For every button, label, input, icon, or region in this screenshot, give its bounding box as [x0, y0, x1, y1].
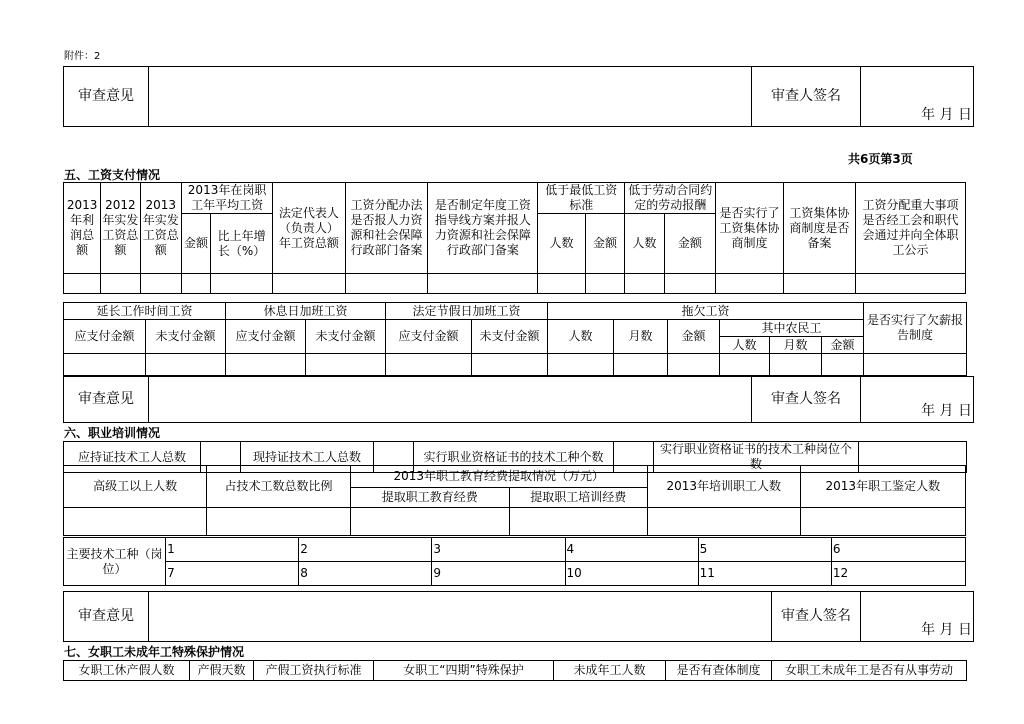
review-table-s6: [63, 591, 974, 642]
cell[interactable]: [856, 274, 966, 294]
section6-title: 六、职业培训情况: [64, 426, 161, 440]
cell[interactable]: [509, 508, 647, 536]
h-holiday: 法定节假日加班工资: [386, 303, 548, 320]
h-arrears-report: 是否实行了欠薪报告制度: [864, 303, 967, 354]
cell[interactable]: [720, 354, 770, 376]
cell[interactable]: [182, 274, 211, 294]
h-train-fund-extract: 提取职工培训经费: [509, 488, 647, 508]
overtime-arrears-table: [63, 302, 967, 376]
main-types-table: [63, 537, 966, 586]
cell[interactable]: [101, 274, 140, 294]
h-edu-fund: 2013年职工教育经费提取情况（万元）: [350, 466, 647, 488]
h-wage-guideline: 是否制定年度工资指导线方案并报人力资源和社会保障行政部门备案: [428, 183, 538, 274]
h-major-matters: 工资分配重大事项是否经工会和职代会通过并向全体职工公示: [856, 183, 966, 274]
h-min-amount: 金额: [585, 214, 624, 274]
h-avg-amount: 金额: [182, 214, 211, 274]
h-senior-workers: 高级工以上人数: [64, 466, 207, 508]
review-opinion-field[interactable]: [149, 67, 752, 127]
cell[interactable]: [64, 508, 207, 536]
cell[interactable]: [647, 508, 800, 536]
h-below-contract: 低于劳动合同约定的劳动报酬: [625, 183, 716, 214]
cell[interactable]: [273, 274, 345, 294]
h-minor-count: 未成年工人数: [554, 661, 666, 681]
review-opinion-label: 审查意见: [64, 67, 149, 127]
cell[interactable]: [428, 274, 538, 294]
cell[interactable]: [306, 354, 386, 376]
cell[interactable]: [64, 354, 146, 376]
h-hd-payable: 应支付金额: [386, 320, 472, 354]
cell[interactable]: [770, 354, 822, 376]
cell[interactable]: [350, 508, 509, 536]
h-appraised-2013: 2013年职工鉴定人数: [800, 466, 965, 508]
h-below-minimum: 低于最低工资标准: [538, 183, 625, 214]
type-slot-5[interactable]: 5: [698, 538, 831, 562]
cell[interactable]: [140, 274, 181, 294]
type-slot-3[interactable]: 3: [432, 538, 565, 562]
h-wage-method: 工资分配办法是否报人力资源和社会保障行政部门备案: [345, 183, 428, 274]
h-maternity-days: 产假天数: [190, 661, 254, 681]
attachment-label: 附件：2: [64, 51, 101, 62]
h-arrears: 拖欠工资: [548, 303, 864, 320]
section7-title: 七、女职工未成年工特殊保护情况: [64, 645, 245, 659]
review-signer-label: 审查人签名: [752, 377, 861, 423]
type-slot-12[interactable]: 12: [831, 562, 965, 586]
review-opinion-field[interactable]: [149, 377, 752, 423]
cell[interactable]: [800, 508, 965, 536]
cell[interactable]: [226, 354, 306, 376]
cell[interactable]: [864, 354, 967, 376]
h-rest-day: 休息日加班工资: [226, 303, 386, 320]
h-mg-count: 人数: [720, 337, 770, 354]
h-avg-wage: 2013年在岗职工年平均工资: [182, 183, 273, 214]
cell[interactable]: [783, 274, 855, 294]
review-date[interactable]: 年 月 日: [861, 377, 974, 423]
h-legal-rep-wage: 法定代表人（负责人）年工资总额: [273, 183, 345, 274]
h-ot-unpaid: 未支付金额: [146, 320, 226, 354]
review-opinion-label: 审查意见: [64, 377, 149, 423]
type-slot-4[interactable]: 4: [565, 538, 698, 562]
cell[interactable]: [207, 508, 350, 536]
type-slot-9[interactable]: 9: [432, 562, 565, 586]
h-checkup: 是否有查体制度: [666, 661, 772, 681]
cell[interactable]: [614, 354, 668, 376]
cell[interactable]: [538, 274, 586, 294]
training-table-2: [63, 465, 966, 536]
h-contract-count: 人数: [625, 214, 664, 274]
h-collective-bargain: 是否实行了工资集体协商制度: [716, 183, 783, 274]
h-cert-held: 现持证技术工人总数: [241, 442, 374, 473]
cell[interactable]: [822, 354, 864, 376]
h-min-count: 人数: [538, 214, 586, 274]
h-trained-2013: 2013年培训职工人数: [647, 466, 800, 508]
wage-payment-table: [63, 182, 966, 294]
type-slot-11[interactable]: 11: [698, 562, 831, 586]
h-avg-growth: 比上年增长（%）: [211, 214, 273, 274]
type-slot-2[interactable]: 2: [299, 538, 432, 562]
h-ar-amount: 金额: [668, 320, 720, 354]
section5-title: 五、工资支付情况: [64, 168, 161, 182]
h-maternity-count: 女职工休产假人数: [64, 661, 190, 681]
review-opinion-field[interactable]: [149, 592, 772, 642]
h-contract-amount: 金额: [664, 214, 716, 274]
cell[interactable]: [548, 354, 614, 376]
h-migrant: 其中农民工: [720, 320, 864, 337]
protection-table: [63, 660, 967, 681]
h-profit-2013: 2013年利润总额: [64, 183, 101, 274]
review-opinion-label: 审查意见: [64, 592, 149, 642]
h-rd-unpaid: 未支付金额: [306, 320, 386, 354]
type-slot-1[interactable]: 1: [166, 538, 299, 562]
cell[interactable]: [472, 354, 548, 376]
review-date[interactable]: 年 月 日: [861, 592, 974, 642]
main-types-label: 主要技术工种（岗位）: [64, 538, 166, 586]
h-ratio: 占技术工数总数比例: [207, 466, 350, 508]
cell[interactable]: [211, 274, 273, 294]
cell[interactable]: [585, 274, 624, 294]
cell[interactable]: [146, 354, 226, 376]
type-slot-6[interactable]: 6: [831, 538, 965, 562]
h-mg-months: 月数: [770, 337, 822, 354]
h-rd-payable: 应支付金额: [226, 320, 306, 354]
cell[interactable]: [64, 274, 101, 294]
type-slot-7[interactable]: 7: [166, 562, 299, 586]
type-slot-8[interactable]: 8: [299, 562, 432, 586]
h-labor-engaged: 女职工未成年工是否有从事劳动: [772, 661, 967, 681]
h-hd-unpaid: 未支付金额: [472, 320, 548, 354]
cell[interactable]: [664, 274, 716, 294]
h-edu-fund-extract: 提取职工教育经费: [350, 488, 509, 508]
h-cert-types: 实行职业资格证书的技术工种个数: [414, 442, 614, 473]
review-signer-label: 审查人签名: [752, 67, 861, 127]
type-slot-10[interactable]: 10: [565, 562, 698, 586]
cell[interactable]: [668, 354, 720, 376]
h-cert-posts: 实行职业资格证书的技术工种岗位个数: [654, 442, 859, 473]
review-table-s5: [63, 376, 974, 423]
h-ar-months: 月数: [614, 320, 668, 354]
cell[interactable]: [716, 274, 783, 294]
h-bargain-filed: 工资集体协商制度是否备案: [783, 183, 855, 274]
h-four-periods: 女职工“四期”特殊保护: [374, 661, 554, 681]
h-wage-2013: 2013年实发工资总额: [140, 183, 181, 274]
h-ot-payable: 应支付金额: [64, 320, 146, 354]
cell[interactable]: [625, 274, 664, 294]
h-mg-amount: 金额: [822, 337, 864, 354]
h-wage-2012: 2012年实发工资总额: [101, 183, 140, 274]
cell[interactable]: [345, 274, 428, 294]
review-signer-label: 审查人签名: [772, 592, 861, 642]
page-indicator: 共6页第3页: [848, 152, 913, 166]
h-ar-count: 人数: [548, 320, 614, 354]
review-table-top: [63, 66, 974, 127]
h-cert-required: 应持证技术工人总数: [64, 442, 201, 473]
cell[interactable]: [386, 354, 472, 376]
review-date[interactable]: 年 月 日: [861, 67, 974, 127]
h-maternity-wage: 产假工资执行标准: [254, 661, 374, 681]
h-overtime: 延长工作时间工资: [64, 303, 226, 320]
